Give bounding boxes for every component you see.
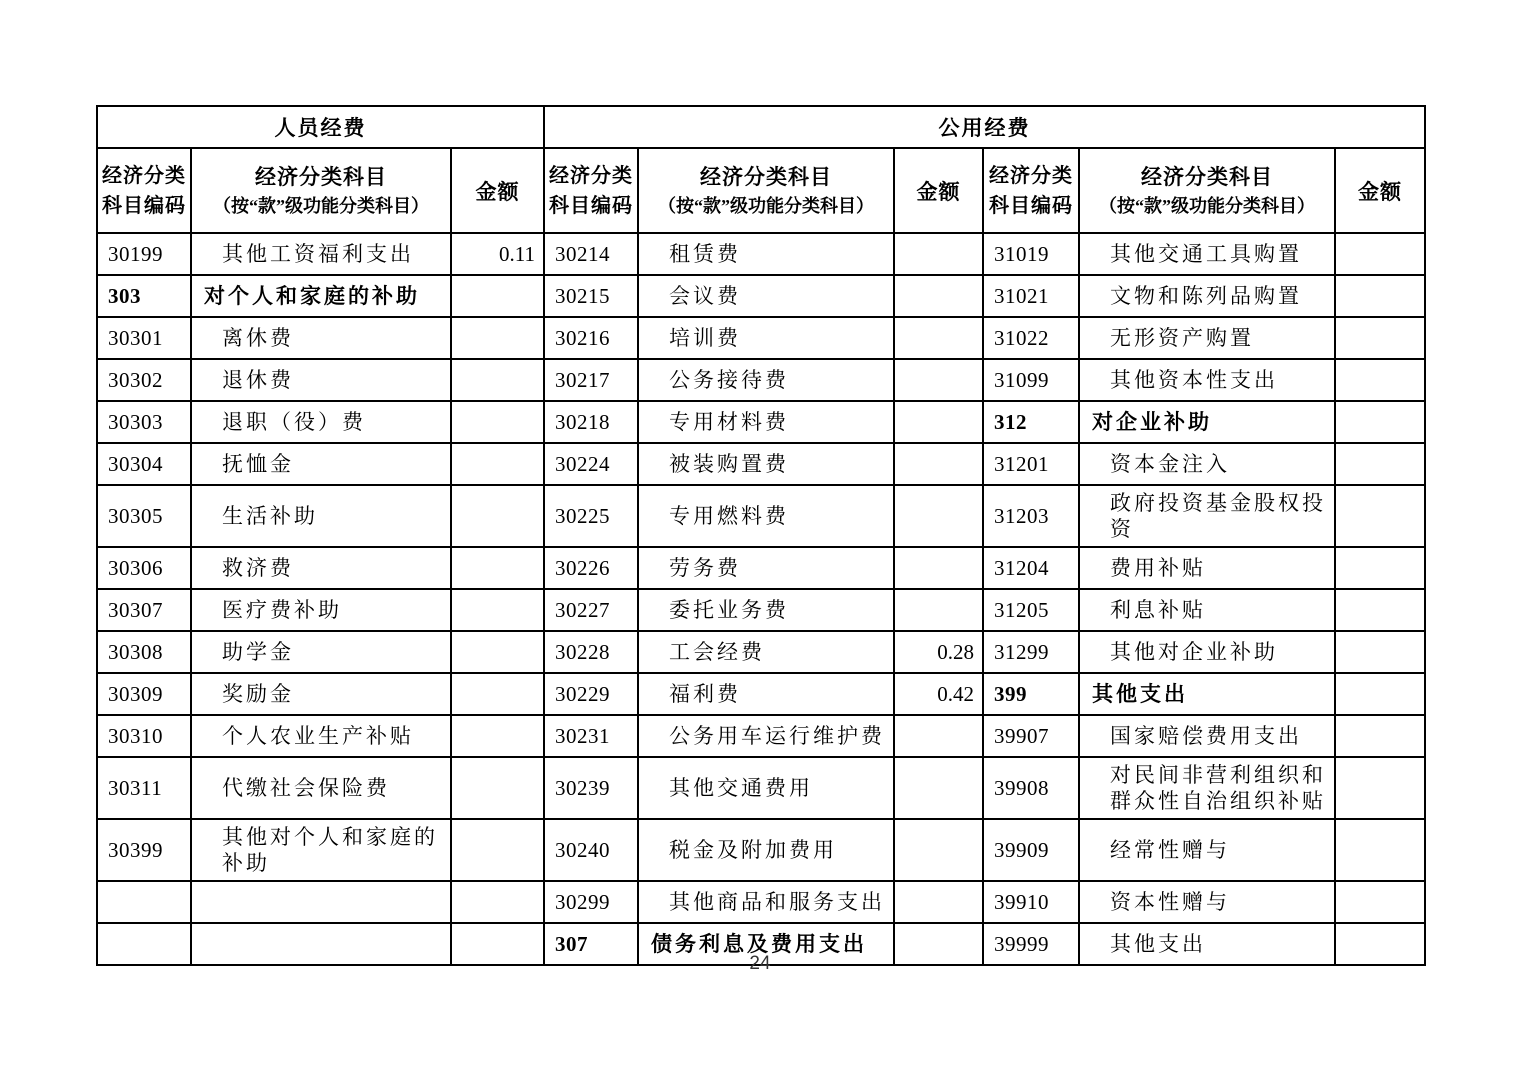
table-row	[97, 401, 1425, 443]
amount-cell: 0.11	[451, 233, 544, 275]
table-row	[97, 547, 1425, 589]
amount-cell	[1335, 589, 1425, 631]
amount-cell	[1335, 819, 1425, 881]
code-cell: 30302	[97, 359, 191, 401]
column-header-code: 经济分类 科目编码	[97, 148, 191, 233]
amount-cell	[1335, 275, 1425, 317]
subject-cell: 其他支出	[1079, 923, 1335, 965]
code-cell: 312	[983, 401, 1079, 443]
subject-cell: 离休费	[191, 317, 451, 359]
amount-cell	[1335, 317, 1425, 359]
code-cell: 30308	[97, 631, 191, 673]
subject-cell: 其他商品和服务支出	[638, 881, 894, 923]
code-cell: 30224	[544, 443, 638, 485]
code-cell: 30227	[544, 589, 638, 631]
subject-cell: 政府投资基金股权投资	[1079, 485, 1335, 547]
amount-cell	[894, 485, 983, 547]
code-cell: 30217	[544, 359, 638, 401]
column-header-code: 经济分类 科目编码	[983, 148, 1079, 233]
column-header-code: 经济分类 科目编码	[544, 148, 638, 233]
amount-cell	[894, 359, 983, 401]
code-cell: 30239	[544, 757, 638, 819]
subject-cell: 代缴社会保险费	[191, 757, 451, 819]
subject-cell: 租赁费	[638, 233, 894, 275]
subject-cell: 被装购置费	[638, 443, 894, 485]
subject-cell: 救济费	[191, 547, 451, 589]
amount-cell	[1335, 547, 1425, 589]
subject-cell: 委托业务费	[638, 589, 894, 631]
subject-cell: 福利费	[638, 673, 894, 715]
amount-cell	[451, 881, 544, 923]
code-cell: 303	[97, 275, 191, 317]
subject-cell: 其他对个人和家庭的补助	[191, 819, 451, 881]
code-cell: 39909	[983, 819, 1079, 881]
amount-cell	[894, 881, 983, 923]
group-header-public: 公用经费	[544, 106, 1425, 148]
code-cell: 31022	[983, 317, 1079, 359]
subject-cell: 资本性赠与	[1079, 881, 1335, 923]
table-row	[97, 881, 1425, 923]
table-row	[97, 715, 1425, 757]
amount-cell	[451, 401, 544, 443]
column-header-subject: 经济分类科目 （按“款”级功能分类科目）	[638, 148, 894, 233]
table-row	[97, 359, 1425, 401]
amount-cell	[451, 673, 544, 715]
code-cell: 31204	[983, 547, 1079, 589]
code-cell: 30305	[97, 485, 191, 547]
table-row	[97, 485, 1425, 547]
code-cell: 30226	[544, 547, 638, 589]
subject-cell	[191, 881, 451, 923]
subject-cell: 其他交通费用	[638, 757, 894, 819]
amount-cell	[1335, 443, 1425, 485]
code-cell: 31021	[983, 275, 1079, 317]
amount-cell	[1335, 673, 1425, 715]
subject-cell: 税金及附加费用	[638, 819, 894, 881]
code-cell: 30310	[97, 715, 191, 757]
code-cell: 30214	[544, 233, 638, 275]
amount-cell	[894, 443, 983, 485]
subject-cell: 对个人和家庭的补助	[191, 275, 451, 317]
amount-cell	[451, 589, 544, 631]
subject-cell: 公务接待费	[638, 359, 894, 401]
amount-cell	[894, 757, 983, 819]
code-cell: 31019	[983, 233, 1079, 275]
amount-cell	[1335, 401, 1425, 443]
code-cell: 30240	[544, 819, 638, 881]
code-cell: 399	[983, 673, 1079, 715]
subject-cell: 无形资产购置	[1079, 317, 1335, 359]
subject-cell: 其他对企业补助	[1079, 631, 1335, 673]
code-cell: 30303	[97, 401, 191, 443]
subject-cell: 奖励金	[191, 673, 451, 715]
subject-cell: 退职（役）费	[191, 401, 451, 443]
subject-cell: 其他资本性支出	[1079, 359, 1335, 401]
code-cell: 30216	[544, 317, 638, 359]
amount-cell	[894, 317, 983, 359]
column-header-row	[97, 148, 1425, 233]
code-cell: 31299	[983, 631, 1079, 673]
amount-cell	[894, 233, 983, 275]
page-number: 24	[749, 953, 771, 974]
code-cell: 30218	[544, 401, 638, 443]
code-cell: 30311	[97, 757, 191, 819]
subject-cell: 培训费	[638, 317, 894, 359]
code-cell: 30299	[544, 881, 638, 923]
subject-cell: 退休费	[191, 359, 451, 401]
code-cell: 39910	[983, 881, 1079, 923]
subject-cell: 其他交通工具购置	[1079, 233, 1335, 275]
code-cell: 31099	[983, 359, 1079, 401]
amount-cell	[451, 443, 544, 485]
amount-cell	[451, 275, 544, 317]
subject-cell: 劳务费	[638, 547, 894, 589]
code-cell: 30399	[97, 819, 191, 881]
budget-classification-table	[96, 105, 1426, 966]
amount-cell: 0.42	[894, 673, 983, 715]
amount-cell	[1335, 233, 1425, 275]
code-cell: 30229	[544, 673, 638, 715]
table-row	[97, 443, 1425, 485]
amount-cell	[1335, 881, 1425, 923]
code-cell: 39907	[983, 715, 1079, 757]
amount-cell: 0.28	[894, 631, 983, 673]
code-cell: 31203	[983, 485, 1079, 547]
column-header-amount: 金额	[451, 148, 544, 233]
subject-cell: 专用燃料费	[638, 485, 894, 547]
table-row	[97, 233, 1425, 275]
amount-cell	[451, 359, 544, 401]
subject-cell: 国家赔偿费用支出	[1079, 715, 1335, 757]
table-row	[97, 275, 1425, 317]
subject-cell: 对企业补助	[1079, 401, 1335, 443]
table-row	[97, 631, 1425, 673]
code-cell: 30306	[97, 547, 191, 589]
code-cell: 31205	[983, 589, 1079, 631]
code-cell: 30309	[97, 673, 191, 715]
code-cell: 39908	[983, 757, 1079, 819]
amount-cell	[451, 547, 544, 589]
column-header-amount: 金额	[1335, 148, 1425, 233]
table-body	[97, 233, 1425, 965]
subject-cell: 专用材料费	[638, 401, 894, 443]
amount-cell	[451, 485, 544, 547]
subject-cell: 助学金	[191, 631, 451, 673]
code-cell: 30199	[97, 233, 191, 275]
subject-cell: 公务用车运行维护费	[638, 715, 894, 757]
code-cell: 31201	[983, 443, 1079, 485]
amount-cell	[894, 715, 983, 757]
group-header-row	[97, 106, 1425, 148]
subject-cell: 其他支出	[1079, 673, 1335, 715]
column-header-amount: 金额	[894, 148, 983, 233]
code-cell: 307	[544, 923, 638, 965]
amount-cell	[451, 757, 544, 819]
code-cell: 30307	[97, 589, 191, 631]
subject-cell: 会议费	[638, 275, 894, 317]
code-cell: 30304	[97, 443, 191, 485]
table-row	[97, 589, 1425, 631]
code-cell: 30215	[544, 275, 638, 317]
amount-cell	[1335, 359, 1425, 401]
subject-cell: 个人农业生产补贴	[191, 715, 451, 757]
subject-cell: 抚恤金	[191, 443, 451, 485]
subject-cell: 工会经费	[638, 631, 894, 673]
table-row	[97, 819, 1425, 881]
amount-cell	[1335, 631, 1425, 673]
subject-cell: 文物和陈列品购置	[1079, 275, 1335, 317]
amount-cell	[894, 589, 983, 631]
subject-cell: 利息补贴	[1079, 589, 1335, 631]
subject-cell: 债务利息及费用支出	[638, 923, 894, 965]
amount-cell	[894, 547, 983, 589]
code-cell: 30301	[97, 317, 191, 359]
amount-cell	[451, 715, 544, 757]
amount-cell	[451, 631, 544, 673]
code-cell	[97, 881, 191, 923]
amount-cell	[1335, 757, 1425, 819]
group-header-personnel: 人员经费	[97, 106, 544, 148]
code-cell: 30228	[544, 631, 638, 673]
subject-cell: 费用补贴	[1079, 547, 1335, 589]
subject-cell: 经常性赠与	[1079, 819, 1335, 881]
subject-cell: 资本金注入	[1079, 443, 1335, 485]
subject-cell: 对民间非营利组织和群众性自治组织补贴	[1079, 757, 1335, 819]
column-header-subject: 经济分类科目 （按“款”级功能分类科目）	[191, 148, 451, 233]
code-cell: 30225	[544, 485, 638, 547]
amount-cell	[894, 819, 983, 881]
code-cell: 30231	[544, 715, 638, 757]
amount-cell	[894, 275, 983, 317]
amount-cell	[894, 401, 983, 443]
amount-cell	[1335, 485, 1425, 547]
table-row	[97, 757, 1425, 819]
amount-cell	[451, 317, 544, 359]
amount-cell	[451, 819, 544, 881]
code-cell: 39999	[983, 923, 1079, 965]
subject-cell: 其他工资福利支出	[191, 233, 451, 275]
amount-cell	[1335, 715, 1425, 757]
subject-cell: 医疗费补助	[191, 589, 451, 631]
table-row	[97, 317, 1425, 359]
subject-cell: 生活补助	[191, 485, 451, 547]
column-header-subject: 经济分类科目 （按“款”级功能分类科目）	[1079, 148, 1335, 233]
table-row	[97, 673, 1425, 715]
